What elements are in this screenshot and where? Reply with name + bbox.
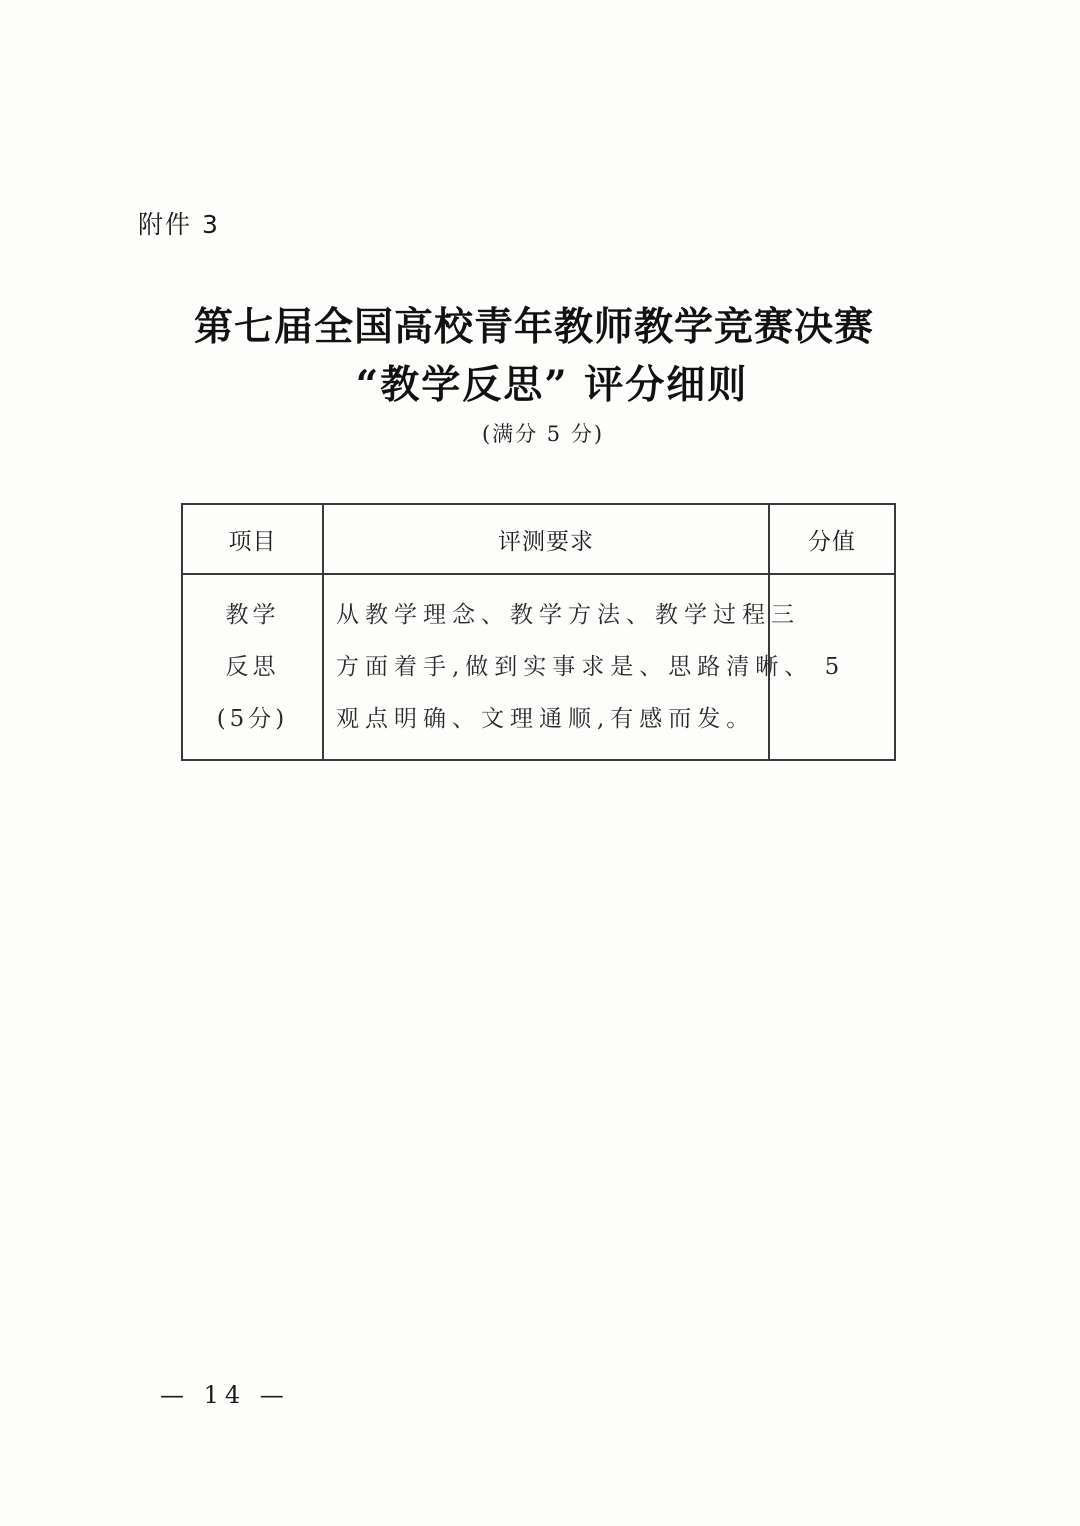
full-score-note: (满分 5 分) bbox=[481, 422, 605, 446]
item-line: 教学 bbox=[225, 602, 280, 628]
item-line: (5分) bbox=[216, 706, 289, 732]
attachment-label: 附件 3 bbox=[138, 210, 220, 239]
page-number: — 14 — bbox=[160, 1381, 290, 1409]
header-item: 项目 bbox=[182, 504, 323, 574]
item-line: 反思 bbox=[225, 654, 280, 680]
document-title-line-1: 第七届全国高校青年教师教学竞赛决赛 bbox=[193, 304, 874, 350]
scoring-table bbox=[181, 503, 896, 761]
header-score: 分值 bbox=[769, 504, 895, 574]
requirement-line: 观点明确、文理通顺,有感而发。 bbox=[336, 706, 756, 732]
header-requirement: 评测要求 bbox=[323, 504, 769, 574]
score-cell: 5 bbox=[769, 574, 895, 760]
item-cell bbox=[182, 574, 323, 760]
table-row bbox=[182, 574, 895, 760]
table-header-row bbox=[182, 504, 895, 574]
requirement-line: 从教学理念、教学方法、教学过程三 bbox=[336, 602, 800, 628]
requirement-cell bbox=[323, 574, 814, 760]
requirement-line: 方面着手,做到实事求是、思路清晰、 bbox=[336, 654, 814, 680]
document-title-line-2: “教学反思” 评分细则 bbox=[355, 362, 749, 408]
